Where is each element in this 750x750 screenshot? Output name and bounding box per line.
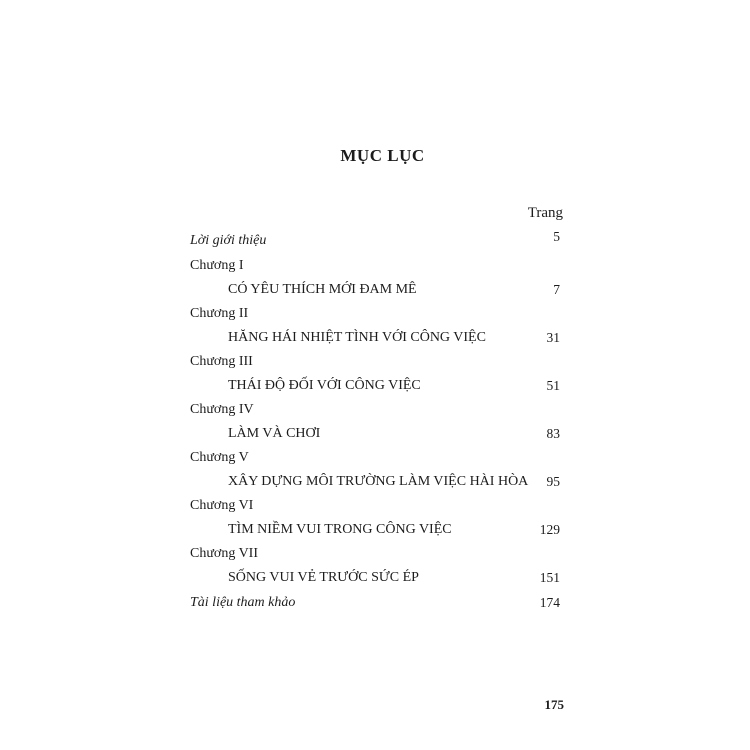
toc-title: MỤC LỤC	[340, 146, 425, 165]
toc-chapter-title-3: THÁI ĐỘ ĐỐI VỚI CÔNG VIỆC	[228, 378, 421, 393]
toc-chapter-title-1: CÓ YÊU THÍCH MỚI ĐAM MÊ	[228, 282, 417, 297]
toc-chapter-label-7: Chương VII	[190, 546, 259, 561]
toc-chapter-label-6: Chương VI	[190, 498, 254, 513]
toc-page-chapter-2: 31	[546, 330, 560, 345]
toc-page-chapter-6: 129	[539, 522, 560, 537]
toc-page-references: 174	[539, 595, 560, 610]
toc-chapter-label-1: Chương I	[190, 258, 244, 273]
toc-page-introduction: 5	[553, 229, 560, 244]
toc-page-chapter-1: 7	[553, 282, 560, 297]
toc-chapter-title-5: XÂY DỰNG MÔI TRƯỜNG LÀM VIỆC HÀI HÒA	[228, 474, 529, 489]
toc-chapter-title-4: LÀM VÀ CHƠI	[228, 426, 321, 441]
toc-chapter-title-7: SỐNG VUI VẺ TRƯỚC SỨC ÉP	[228, 570, 419, 585]
toc-page-chapter-5: 95	[546, 474, 560, 489]
toc-chapter-label-4: Chương IV	[190, 402, 254, 417]
toc-page-chapter-4: 83	[546, 426, 560, 441]
toc-entry-references: Tài liệu tham khảo	[190, 595, 296, 610]
toc-chapter-title-2: HĂNG HÁI NHIỆT TÌNH VỚI CÔNG VIỆC	[228, 330, 486, 345]
toc-chapter-label-3: Chương III	[190, 354, 253, 369]
toc-entry-introduction: Lời giới thiệu	[190, 233, 267, 248]
page-number: 175	[544, 697, 564, 712]
toc-chapter-label-5: Chương V	[190, 450, 249, 465]
toc-page-chapter-7: 151	[539, 570, 560, 585]
toc-page-chapter-3: 51	[546, 378, 560, 393]
toc-chapter-title-6: TÌM NIỀM VUI TRONG CÔNG VIỆC	[228, 522, 452, 537]
toc-chapter-label-2: Chương II	[190, 306, 249, 321]
page-column-header: Trang	[527, 205, 563, 221]
